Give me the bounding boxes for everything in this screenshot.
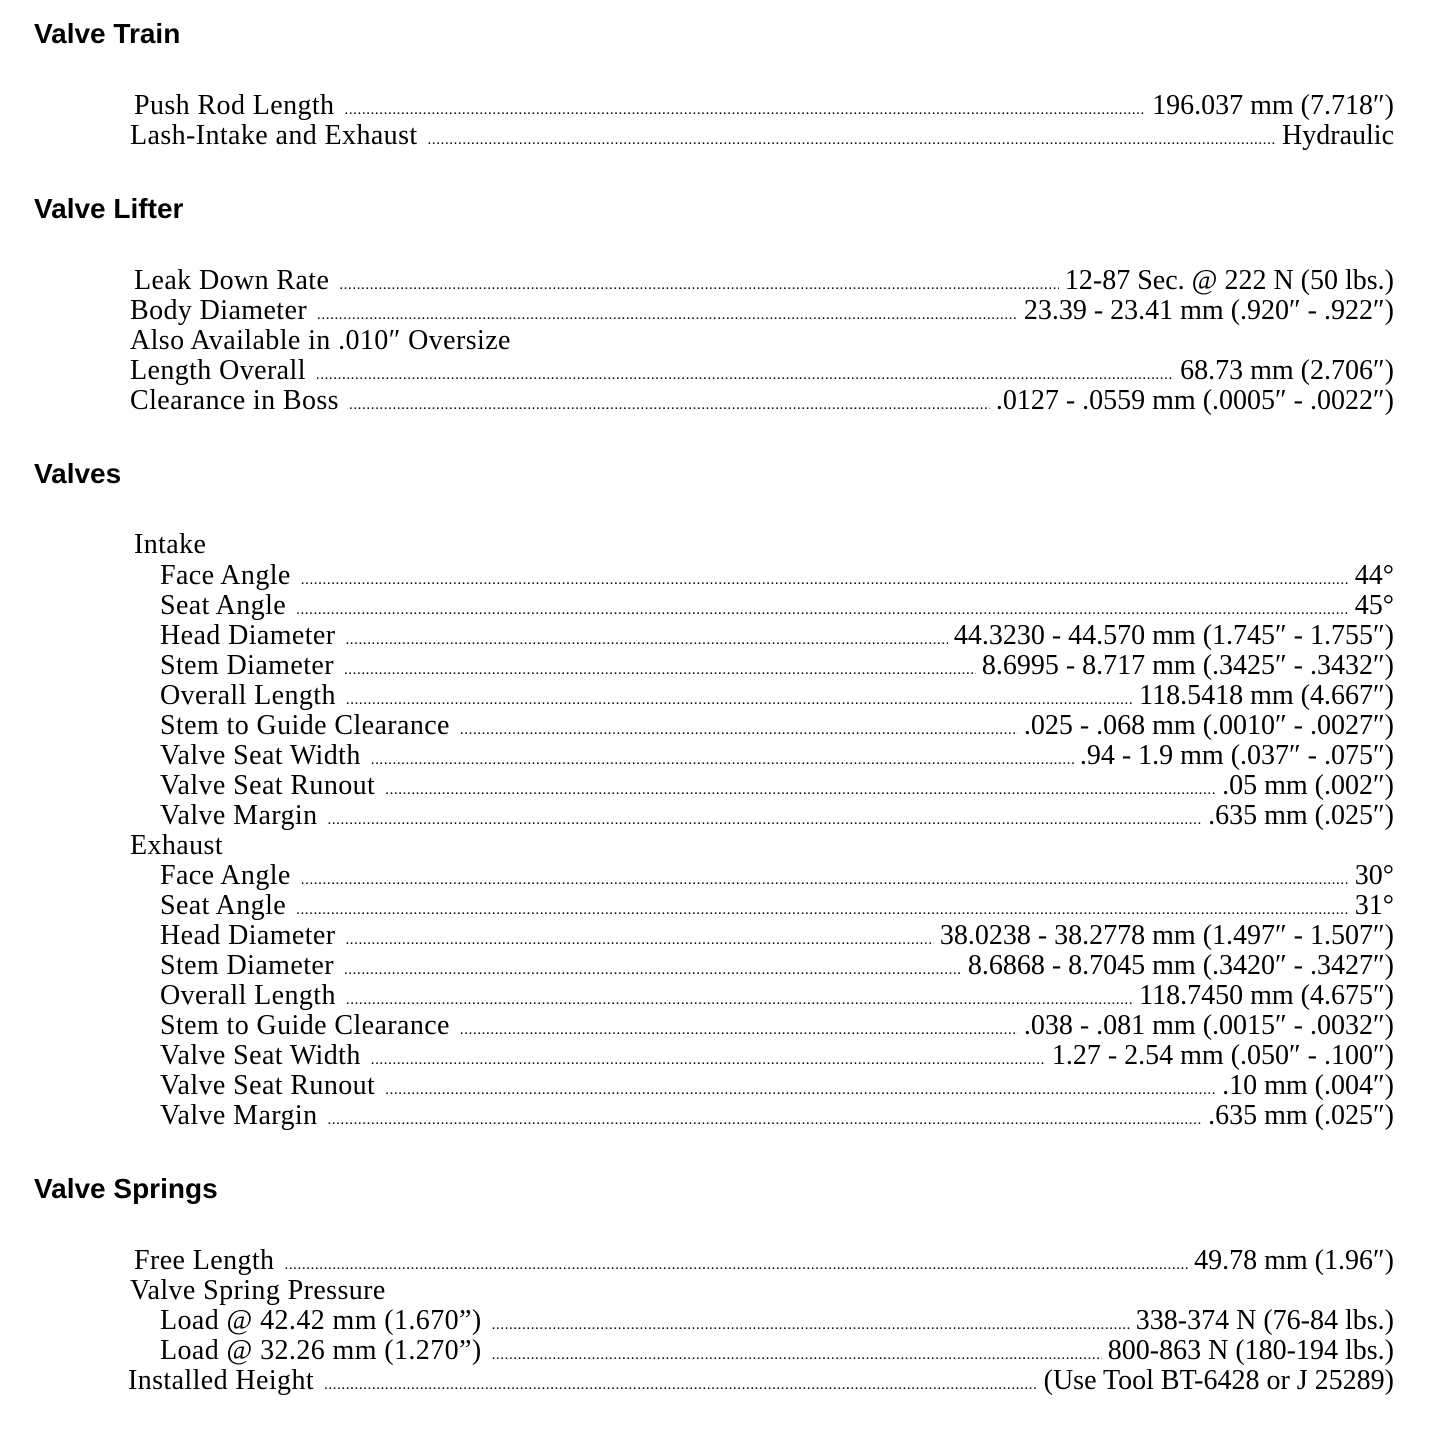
spec-row-lash	[130, 121, 1394, 151]
dot-leader	[327, 1105, 1202, 1131]
dot-leader	[316, 360, 1174, 386]
dot-leader	[301, 565, 1349, 591]
spec-row-intake-face-angle	[160, 561, 1394, 591]
dot-leader	[492, 1310, 1130, 1336]
dot-leader	[492, 1340, 1102, 1366]
spec-value: .635 mm (.025″)	[1208, 1101, 1394, 1131]
spec-row-intake-overall-length	[160, 681, 1394, 711]
spec-label: Overall Length	[160, 681, 336, 711]
spec-value: 31°	[1354, 891, 1394, 921]
section-heading-valve-train: Valve Train	[34, 18, 181, 49]
spec-label: Valve Seat Runout	[160, 771, 376, 801]
dot-leader	[460, 715, 1018, 741]
spec-row-intake-stem-diameter	[160, 651, 1394, 681]
dot-leader	[344, 655, 976, 681]
spec-value: 30°	[1354, 861, 1394, 891]
spec-value: 8.6995 - 8.717 mm (.3425″ - .3432″)	[981, 651, 1394, 681]
dot-leader	[460, 1015, 1018, 1041]
dot-leader	[324, 1370, 1038, 1396]
spec-label: Installed Height	[128, 1366, 315, 1396]
spec-value: 44°	[1354, 561, 1394, 591]
spec-row-intake-margin	[160, 801, 1394, 831]
spec-row-load-2	[160, 1336, 1394, 1366]
spec-label: Valve Seat Width	[160, 741, 361, 771]
spec-row-intake-head-diameter	[160, 621, 1394, 651]
spec-value: .10 mm (.004″)	[1222, 1071, 1394, 1101]
spec-row-load-1	[160, 1306, 1394, 1336]
spec-label: Valve Seat Runout	[160, 1071, 376, 1101]
spec-label: Face Angle	[160, 561, 291, 591]
section-heading-valve-springs: Valve Springs	[34, 1173, 218, 1204]
spec-row-free-length	[134, 1246, 1394, 1276]
spec-value: 1.27 - 2.54 mm (.050″ - .100″)	[1051, 1041, 1394, 1071]
spec-value: 196.037 mm (7.718″)	[1152, 91, 1394, 121]
spec-label: Body Diameter	[130, 296, 308, 326]
dot-leader	[346, 685, 1133, 711]
oversize-note: Also Available in .010″ Oversize	[130, 325, 511, 356]
spec-label: Face Angle	[160, 861, 291, 891]
spec-row-exhaust-margin	[160, 1101, 1394, 1131]
spec-row-exhaust-overall-length	[160, 981, 1394, 1011]
spec-label: Valve Margin	[160, 1101, 318, 1131]
spec-row-push-rod-length	[134, 91, 1394, 121]
spec-value: 23.39 - 23.41 mm (.920″ - .922″)	[1023, 296, 1394, 326]
spec-row-exhaust-stem-guide-clearance	[160, 1011, 1394, 1041]
dot-leader	[345, 625, 947, 651]
spec-row-body-diameter	[130, 296, 1394, 326]
dot-leader	[344, 95, 1146, 121]
spec-row-exhaust-seat-width	[160, 1041, 1394, 1071]
spec-label: Valve Seat Width	[160, 1041, 361, 1071]
dot-leader	[339, 270, 1059, 296]
spec-row-exhaust-face-angle	[160, 861, 1394, 891]
spec-label: Seat Angle	[160, 591, 287, 621]
spec-label: Load @ 42.42 mm (1.670”)	[160, 1306, 482, 1336]
spec-value: .05 mm (.002″)	[1222, 771, 1394, 801]
subheading-valve-spring-pressure: Valve Spring Pressure	[130, 1275, 386, 1306]
spec-value: 118.5418 mm (4.667″)	[1139, 681, 1394, 711]
spec-row-leak-down-rate	[134, 266, 1394, 296]
spec-value: 800-863 N (180-194 lbs.)	[1107, 1336, 1394, 1366]
spec-label: Leak Down Rate	[134, 266, 330, 296]
spec-row-installed-height	[128, 1366, 1394, 1396]
spec-label: Free Length	[134, 1246, 275, 1276]
spec-value: .94 - 1.9 mm (.037″ - .075″)	[1079, 741, 1394, 771]
spec-label: Head Diameter	[160, 921, 336, 951]
spec-value: Hydraulic	[1282, 121, 1394, 151]
section-heading-valves: Valves	[34, 458, 122, 489]
dot-leader	[349, 390, 990, 416]
spec-label: Stem Diameter	[160, 951, 334, 981]
spec-value: 12-87 Sec. @ 222 N (50 lbs.)	[1064, 266, 1394, 296]
spec-row-length-overall	[130, 356, 1394, 386]
spec-label: Stem to Guide Clearance	[160, 711, 450, 741]
spec-label: Length Overall	[130, 356, 306, 386]
dot-leader	[344, 955, 962, 981]
spec-value: .038 - .081 mm (.0015″ - .0032″)	[1023, 1011, 1394, 1041]
spec-label: Lash-Intake and Exhaust	[130, 121, 418, 151]
subheading-intake: Intake	[134, 529, 207, 560]
spec-value: .635 mm (.025″)	[1208, 801, 1394, 831]
spec-value: 68.73 mm (2.706″)	[1180, 356, 1394, 386]
spec-label: Overall Length	[160, 981, 336, 1011]
spec-label: Seat Angle	[160, 891, 287, 921]
spec-value: 338-374 N (76-84 lbs.)	[1135, 1306, 1394, 1336]
spec-row-intake-seat-angle	[160, 591, 1394, 621]
spec-label: Push Rod Length	[134, 91, 335, 121]
dot-leader	[327, 805, 1202, 831]
subheading-exhaust: Exhaust	[130, 830, 224, 861]
spec-value: 38.0238 - 38.2778 mm (1.497″ - 1.507″)	[939, 921, 1394, 951]
spec-row-clearance-in-boss	[130, 386, 1394, 416]
spec-label: Clearance in Boss	[130, 386, 339, 416]
spec-label: Stem Diameter	[160, 651, 334, 681]
spec-value: 49.78 mm (1.96″)	[1194, 1246, 1394, 1276]
spec-value: 44.3230 - 44.570 mm (1.745″ - 1.755″)	[953, 621, 1394, 651]
dot-leader	[284, 1250, 1188, 1276]
dot-leader	[385, 1075, 1216, 1101]
spec-label: Stem to Guide Clearance	[160, 1011, 450, 1041]
dot-leader	[296, 595, 1349, 621]
dot-leader	[301, 865, 1349, 891]
spec-row-exhaust-seat-runout	[160, 1071, 1394, 1101]
dot-leader	[371, 1045, 1046, 1071]
spec-value: .0127 - .0559 mm (.0005″ - .0022″)	[995, 386, 1394, 416]
spec-value: (Use Tool BT-6428 or J 25289)	[1043, 1366, 1394, 1396]
section-heading-valve-lifter: Valve Lifter	[34, 193, 184, 224]
spec-row-exhaust-seat-angle	[160, 891, 1394, 921]
spec-label: Valve Margin	[160, 801, 318, 831]
spec-row-intake-stem-guide-clearance	[160, 711, 1394, 741]
spec-value: 118.7450 mm (4.675″)	[1139, 981, 1394, 1011]
spec-value: 45°	[1354, 591, 1394, 621]
dot-leader	[428, 125, 1276, 151]
dot-leader	[317, 300, 1018, 326]
dot-leader	[296, 895, 1349, 921]
spec-value: .025 - .068 mm (.0010″ - .0027″)	[1023, 711, 1394, 741]
dot-leader	[385, 775, 1216, 801]
spec-row-exhaust-head-diameter	[160, 921, 1394, 951]
dot-leader	[371, 745, 1074, 771]
spec-row-intake-seat-runout	[160, 771, 1394, 801]
spec-label: Load @ 32.26 mm (1.270”)	[160, 1336, 482, 1366]
spec-label: Head Diameter	[160, 621, 336, 651]
spec-value: 8.6868 - 8.7045 mm (.3420″ - .3427″)	[967, 951, 1394, 981]
spec-row-intake-seat-width	[160, 741, 1394, 771]
spec-row-exhaust-stem-diameter	[160, 951, 1394, 981]
dot-leader	[345, 925, 933, 951]
dot-leader	[346, 985, 1133, 1011]
